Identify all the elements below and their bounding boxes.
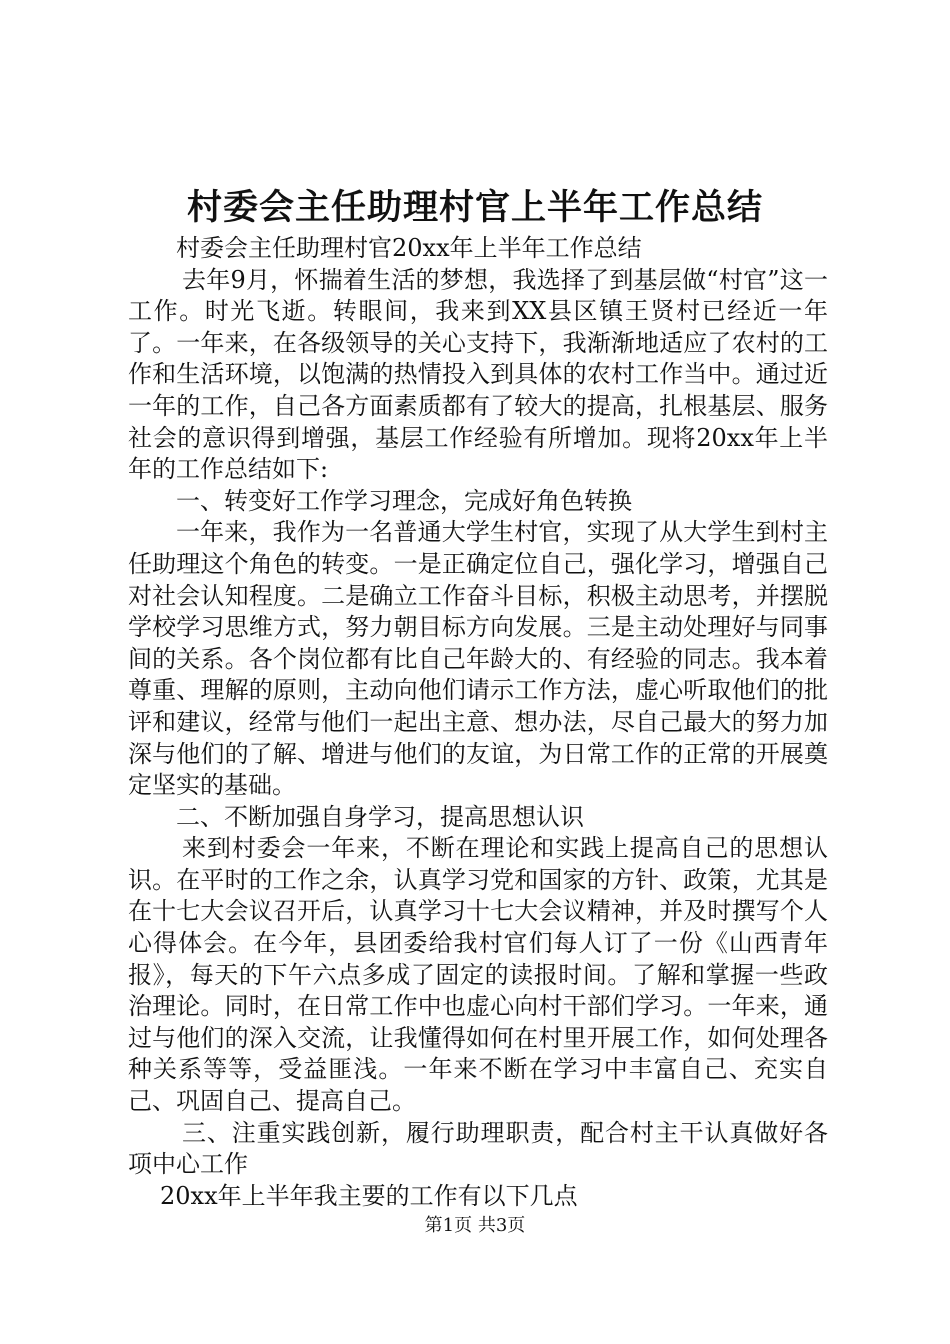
section-heading-1: 一、转变好工作学习理念，完成好角色转换	[176, 486, 632, 515]
document-title: 村委会主任助理村官上半年工作总结	[186, 187, 763, 228]
section-2-paragraph: 来到村委会一年来，不断在理论和实践上提高自己的思想认识。在平时的工作之余，认真学习党和国家的方针、政策，尤其是在十七大会议召开后，认真学习十七大会议精神，并及时撰写个人心得体会。在今年，县团委给我村官们每人订了一份《山西青年报》，每天的下午六点多成了固定的读报时间。了解和掌握一些政治理论。同时，在日常工作中也虚心向村干部们学习。一年来，通过与他们的深入交流，让我懂得如何在村里开展工作，如何处理各种关系等等，受益匪浅。一年来不断在学习中丰富自己、充实自己、巩固自己、提高自己。	[128, 834, 828, 1116]
section-3-paragraph: 20xx年上半年我主要的工作有以下几点	[160, 1181, 578, 1210]
intro-paragraph: 去年9月，怀揣着生活的梦想，我选择了到基层做“村官”这一工作。时光飞逝。转眼间，我来到XX县区镇王贤村已经近一年了。一年来，在各级领导的关心支持下，我渐渐地适应了农村的工作和生活环境，以饱满的热情投入到具体的农村工作当中。通过近一年的工作，自己各方面素质都有了较大的提高，扎根基层、服务社会的意识得到增强，基层工作经验有所增加。现将20xx年上半年的工作总结如下:	[128, 265, 828, 484]
document-body	[128, 233, 828, 1212]
section-heading-2: 二、不断加强自身学习，提高思想认识	[176, 802, 584, 831]
page-footer: 第1页 共3页	[424, 1215, 526, 1236]
section-1-paragraph: 一年来，我作为一名普通大学生村官，实现了从大学生到村主任助理这个角色的转变。一是正确定位自己，强化学习，增强自己对社会认知程度。二是确立工作奋斗目标，积极主动思考，并摆脱学校学习思维方式，努力朝目标方向发展。三是主动处理好与同事间的关系。各个岗位都有比自己年龄大的、有经验的同志。我本着尊重、理解的原则，主动向他们请示工作方法，虚心听取他们的批评和建议，经常与他们一起出主意、想办法，尽自己最大的努力加深与他们的了解、增进与他们的友谊，为日常工作的正常的开展奠定坚实的基础。	[128, 518, 828, 800]
subtitle-paragraph: 村委会主任助理村官20xx年上半年工作总结	[176, 234, 642, 262]
section-heading-3: 三、注重实践创新，履行助理职责，配合村主干认真做好各项中心工作	[128, 1118, 828, 1179]
